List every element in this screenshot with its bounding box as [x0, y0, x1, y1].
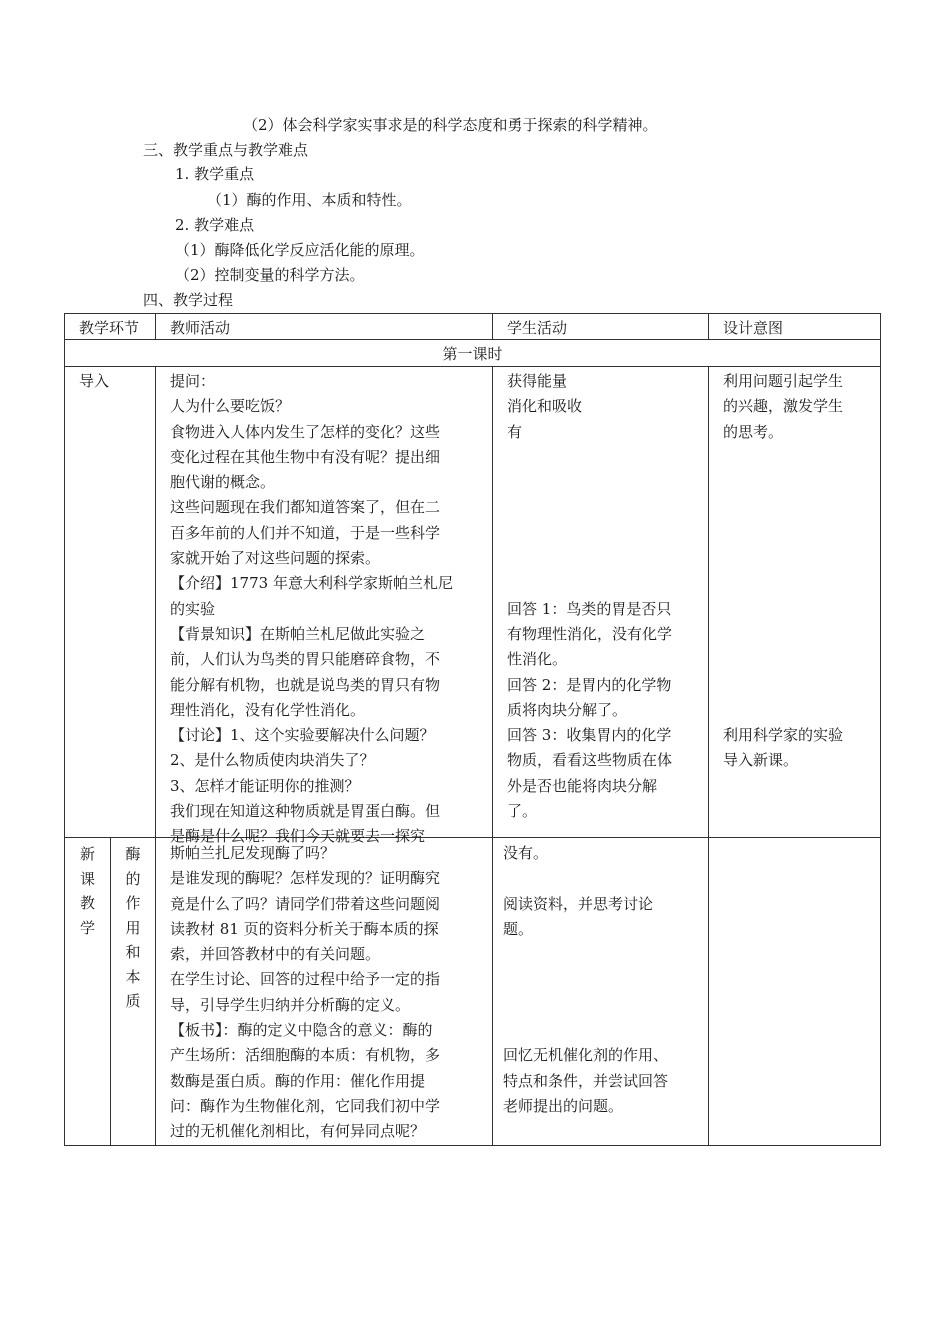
difficulty-1: （1）酶降低化学反应活化能的原理。 — [175, 241, 425, 259]
text-line: 2、是什么物质使肉块消失了？ — [170, 751, 375, 770]
text-line: 【介绍】1773 年意大利科学家斯帕兰札尼 — [170, 574, 453, 593]
table-header-row — [65, 314, 881, 340]
text-line: 百多年前的人们并不知道，于是一些科学 — [170, 523, 441, 542]
text-line — [503, 942, 708, 967]
text-line — [507, 495, 708, 520]
text-line — [723, 571, 880, 596]
table-row — [65, 838, 881, 1146]
design-cell — [709, 838, 881, 1146]
text-line — [723, 622, 880, 647]
header-design: 设计意图 — [709, 314, 881, 340]
text-line: 外是否也能将肉块分解 — [507, 776, 658, 795]
text-line — [723, 546, 880, 571]
text-line: 变化过程在其他生物中有没有呢？提出细 — [170, 447, 441, 466]
lesson-row — [65, 340, 881, 367]
text-line: 是酶是什么呢？我们今天就要去一探究 — [170, 827, 426, 846]
text-line: 回答 3：收集胃内的化学 — [507, 726, 672, 745]
header-student: 学生活动 — [493, 314, 709, 340]
design-cell — [709, 367, 881, 838]
teacher-cell — [156, 838, 493, 1146]
text-line: 能分解有机物，也就是说鸟类的胃只有物 — [170, 675, 441, 694]
text-line: 了。 — [507, 802, 538, 821]
text-line — [503, 993, 708, 1018]
text-line: 食物进入人体内发生了怎样的变化？这些 — [170, 422, 441, 441]
text-line: 消化和吸收 — [507, 397, 583, 416]
text-line: 我们现在知道这种物质就是胃蛋白酶。但 — [170, 802, 441, 821]
text-line — [507, 470, 708, 495]
text-line: 性消化。 — [507, 650, 568, 669]
section-4-heading: 四、教学过程 — [143, 291, 234, 309]
text-line: 产生场所：活细胞酶的本质：有机物，多 — [170, 1046, 441, 1065]
header-stage: 教学环节 — [65, 314, 156, 340]
text-line: 过的无机催化剂相比，有何异同点呢？ — [170, 1122, 426, 1141]
text-line: 胞代谢的概念。 — [170, 473, 276, 492]
key-point-1: （1）酶的作用、本质和特性。 — [207, 191, 412, 209]
text-line: 索，并回答教材中的有关问题。 — [170, 945, 381, 964]
teaching-process-table — [64, 313, 881, 1146]
text-line: 【讨论】1、这个实验要解决什么问题？ — [170, 726, 435, 745]
text-line: 的思考。 — [723, 422, 784, 441]
text-line — [723, 521, 880, 546]
text-line: 有 — [507, 422, 523, 441]
table-row — [65, 367, 881, 838]
text-line — [723, 495, 880, 520]
text-line: 回忆无机催化剂的作用、 — [503, 1046, 669, 1065]
text-line — [507, 445, 708, 470]
text-line: 数酶是蛋白质。酶的作用：催化作用提 — [170, 1071, 426, 1090]
text-line: 前，人们认为鸟类的胃只能磨碎食物，不 — [170, 650, 441, 669]
text-line: 特点和条件，并尝试回答 — [503, 1071, 669, 1090]
text-line — [507, 571, 708, 596]
student-cell — [493, 838, 709, 1146]
key-points-title: 1. 教学重点 — [175, 165, 255, 183]
text-line — [723, 673, 880, 698]
text-line: 回答 2：是胃内的化学物 — [507, 675, 672, 694]
text-line: 这些问题现在我们都知道答案了，但在二 — [170, 498, 441, 517]
difficulty-2: （2）控制变量的科学方法。 — [175, 266, 365, 284]
text-line: 的兴趣，激发学生 — [723, 397, 844, 416]
text-line: 利用问题引起学生 — [723, 372, 844, 390]
text-line: 回答 1：鸟类的胃是否只 — [507, 599, 672, 618]
stage-sub-label: 酶的作用和本质 — [125, 845, 141, 1010]
text-line: 3、怎样才能证明你的推测？ — [170, 776, 360, 795]
text-line: 问：酶作为生物催化剂，它同我们初中学 — [170, 1096, 441, 1115]
text-line — [723, 647, 880, 672]
stage-label: 导入 — [79, 372, 110, 390]
difficulties-title: 2. 教学难点 — [175, 216, 255, 234]
text-line: 阅读资料，并思考讨论 — [503, 894, 654, 913]
text-line: 人为什么要吃饭？ — [170, 397, 291, 416]
text-line: 理性消化，没有化学性消化。 — [170, 700, 366, 719]
student-cell — [493, 367, 709, 838]
text-line — [503, 866, 708, 891]
stage-main-cell — [65, 838, 111, 1146]
text-line: 竟是什么了吗？请同学们带着这些问题阅 — [170, 894, 441, 913]
text-line: 提问： — [170, 372, 216, 390]
stage-cell — [65, 367, 156, 838]
goal-2: （2）体会科学家实事求是的科学态度和勇于探索的科学精神。 — [243, 116, 658, 134]
text-line: 导入新课。 — [723, 751, 799, 770]
text-line — [723, 445, 880, 470]
teacher-cell — [156, 367, 493, 846]
text-line: 在学生讨论、回答的过程中给予一定的指 — [170, 970, 441, 989]
text-line: 没有。 — [503, 844, 549, 862]
text-line — [507, 521, 708, 546]
text-line — [503, 1018, 708, 1043]
lesson-label: 第一课时 — [65, 340, 881, 367]
section-3-heading: 三、教学重点与教学难点 — [143, 141, 309, 159]
text-line: 利用科学家的实验 — [723, 726, 844, 745]
text-line — [723, 597, 880, 622]
text-line: 的实验 — [170, 599, 216, 618]
text-line — [503, 967, 708, 992]
text-line — [723, 470, 880, 495]
stage-main-label: 新课教学 — [79, 845, 95, 937]
text-line: 题。 — [503, 919, 534, 938]
text-line: 有物理性消化，没有化学 — [507, 624, 673, 643]
text-line: 斯帕兰扎尼发现酶了吗？ — [170, 844, 336, 862]
text-line: 获得能量 — [507, 372, 568, 390]
text-line — [507, 546, 708, 571]
text-line: 物质，看看这些物质在体 — [507, 751, 673, 770]
text-line — [723, 698, 880, 723]
text-line: 【背景知识】在斯帕兰札尼做此实验之 — [170, 624, 426, 643]
header-teacher: 教师活动 — [156, 314, 493, 340]
text-line: 老师提出的问题。 — [503, 1096, 624, 1115]
text-line: 家就开始了对这些问题的探索。 — [170, 549, 381, 568]
text-line: 导，引导学生归纳并分析酶的定义。 — [170, 995, 411, 1014]
text-line: 是谁发现的酶呢？怎样发现的？证明酶究 — [170, 869, 441, 888]
text-line: 【板书】：酶的定义中隐含的意义：酶的 — [170, 1021, 433, 1040]
text-line: 质将肉块分解了。 — [507, 700, 628, 719]
stage-sub-cell — [111, 838, 156, 1146]
text-line: 读教材 81 页的资料分析关于酶本质的探 — [170, 919, 439, 938]
